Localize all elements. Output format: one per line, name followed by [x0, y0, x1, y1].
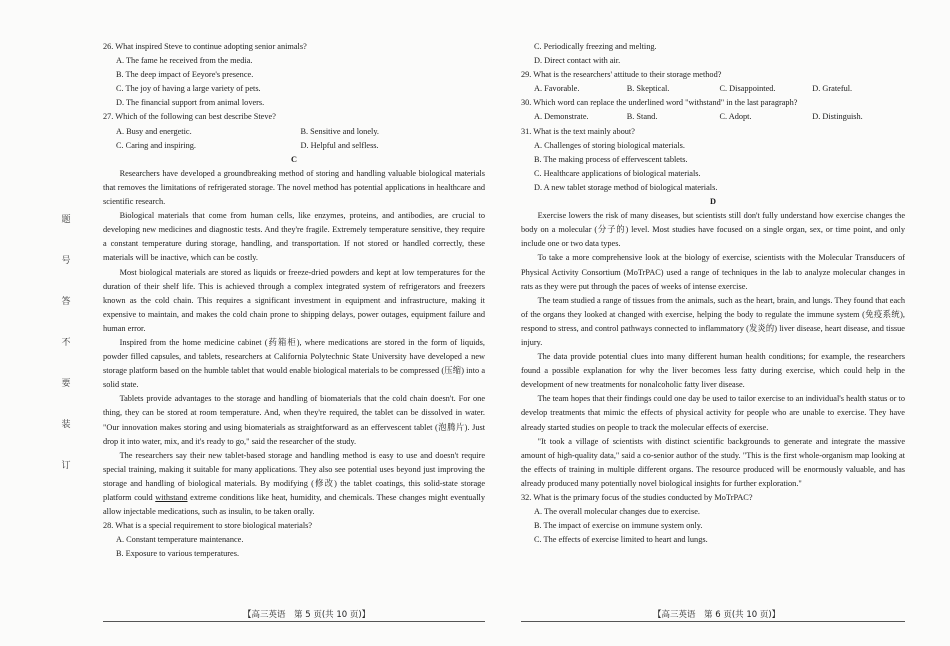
question-31: 31. What is the text mainly about?	[521, 126, 635, 136]
option: B. Stand.	[626, 112, 658, 122]
margin-char: 装	[61, 420, 71, 430]
option: D. The financial support from animal lovers.	[116, 98, 265, 108]
margin-char: 要	[61, 379, 71, 389]
passage-paragraph	[103, 449, 485, 519]
option: A. Constant temperature maintenance.	[116, 535, 244, 545]
option: C. Adopt.	[719, 112, 752, 122]
option: A. Demonstrate.	[534, 112, 589, 122]
underlined-word: withstand	[155, 493, 188, 502]
question-32: 32. What is the primary focus of the studies conducted by MoTrPAC?	[521, 493, 753, 502]
question-30	[521, 96, 905, 110]
options-29	[521, 82, 905, 96]
option: C. Disappointed.	[719, 84, 776, 94]
options-27	[103, 125, 485, 153]
section-d-label: D	[710, 197, 716, 207]
option: B. Sensitive and lonely.	[300, 126, 380, 136]
options-30	[521, 110, 905, 124]
passage-paragraph: The team studied a range of tissues from the animals, such as the heart, brain, and lungs. They found that each of the organs they looked at changed with exercise, helping the body to regulate the immune system (免疫系统), respond to stress, and control pathways connected to inflammatory (发炎的) liver disease, heart disease, and tissue injury.	[521, 295, 905, 347]
option: B. The deep impact of Eeyore's presence.	[116, 70, 254, 80]
option: C. Periodically freezing and melting.	[534, 42, 657, 51]
option: C. The effects of exercise limited to heart and lungs.	[534, 535, 708, 545]
option: D. Direct contact with air.	[534, 56, 621, 66]
question-29: 29. What is the researchers' attitude to their storage method?	[521, 70, 722, 80]
margin-char: 不	[61, 338, 71, 348]
passage-paragraph: The team hopes that their findings could one day be used to tailor exercise to an individual's health status or to develop treatments that mimic the effects of physical activity for people who are unable to exercise. They have already started studies on people to track the molecular effects of exercise.	[521, 394, 905, 432]
margin-char: 号	[61, 256, 71, 266]
option: C. Caring and inspiring.	[116, 140, 196, 150]
option: B. Exposure to various temperatures.	[116, 549, 240, 559]
option: C. Healthcare applications of biological materials.	[534, 168, 701, 178]
passage-paragraph: "It took a village of scientists with distinct scientific backgrounds to generate and integrate the massive amount of high-quality data," said a co-senior author of the study. "This is the first whole-organism map looking at the effects of training in multiple different organs. The resource produced will be enormously valuable, and has already produced many potentially novel biological insights for further exploration."	[521, 436, 905, 488]
option: A. Favorable.	[534, 84, 580, 94]
passage-paragraph: To take a more comprehensive look at the biology of exercise, scientists with the Molecular Transducers of Physical Activity Consortium (MoTrPAC) used a range of techniques in the lab to analyze molecular changes in rats as they were put through the paces of weeks of intense exercise.	[521, 253, 905, 291]
right-column	[521, 40, 905, 547]
passage-paragraph: Inspired from the home medicine cabinet (药箱柜), where medications are stored in the form of liquids, powder filled capsules, and tablets, researchers at California Polytechnic State University have developed a new storage platform based on the humble tablet that would enable biological materials to be compressed (压缩) into a solid state.	[103, 337, 485, 390]
passage-paragraph: Most biological materials are stored as liquids or freeze-dried powders and kept at low temperatures for the duration of their shelf life. This is achieved through a complex integrated system of refrigerators and freezers known as the cold chain. This requires a significant investment in equipment and infrastructure, making it expensive to maintain, and makes the cold chain prone to shipping delays, power outages, equipment failure and human error.	[103, 267, 485, 333]
option: A. Busy and energetic.	[116, 126, 192, 136]
section-c-label: C	[291, 154, 297, 164]
page-footer-left: 【高三英语 第 5 页(共 10 页)】	[243, 610, 371, 620]
option: B. Skeptical.	[626, 84, 670, 94]
question-word: withstand	[688, 98, 721, 108]
page-footer-right: 【高三英语 第 6 页(共 10 页)】	[653, 610, 781, 620]
passage-paragraph: Researchers have developed a groundbreaking method of storing and handling valuable biological materials that removes the limitations of refrigerated storage. The novel method has potential applications in healthcare and scientific research.	[103, 168, 485, 207]
margin-char: 题	[61, 215, 71, 225]
option: A. Challenges of storing biological materials.	[534, 140, 685, 150]
footer-divider-right	[521, 621, 905, 622]
option: C. The joy of having a large variety of pets.	[116, 84, 261, 94]
option: D. A new tablet storage method of biological materials.	[534, 182, 718, 192]
option: B. The impact of exercise on immune system only.	[534, 521, 703, 531]
margin-char: 订	[61, 461, 71, 471]
passage-paragraph: Biological materials that come from human cells, like enzymes, proteins, and antibodies, are crucial to developing new medicines and diagnostic tests. And they're fragile. Extremely temperature sensitive, they require a constant temperature during storage, handling, and transportation. If not stored or handled correctly, these materials will be inactive, which can be costly.	[103, 211, 485, 263]
option: A. The fame he received from the media.	[116, 56, 253, 66]
option: D. Distinguish.	[812, 112, 863, 122]
passage-paragraph: Exercise lowers the risk of many diseases, but scientists still don't fully understand how exercise changes the body on a molecular (分子的) level. Most studies have focused on a single organ, sex, or time point, and only include one or two data types.	[521, 211, 905, 249]
question-text: " in the last paragraph?	[720, 98, 798, 108]
option: A. The overall molecular changes due to exercise.	[534, 507, 700, 517]
question-28: 28. What is a special requirement to store biological materials?	[103, 521, 313, 531]
margin-char: 答	[61, 297, 71, 307]
question-text: 30. Which word can replace the underlined word "	[521, 98, 689, 108]
option: B. The making process of effervescent tablets.	[534, 154, 688, 164]
option: D. Grateful.	[812, 84, 853, 94]
question-26: 26. What inspired Steve to continue adopting senior animals?	[103, 42, 307, 51]
option: D. Helpful and selfless.	[300, 140, 379, 150]
paragraph-text: The researchers say their new tablet-based storage and handling method is easy to use and doesn't require special training, making it suitable for many applications. They also see potential uses beyond just improving the storage and handling of biological materials. By modifying (修改) the tablet coatings, this solid-state storage platform could	[103, 450, 485, 502]
passage-paragraph: The data provide potential clues into many different human health conditions; for example, the researchers found a possible explanation for why the liver becomes less fatty during exercise, which could help in the development of new treatments for nonalcoholic fatty liver disease.	[521, 352, 905, 390]
left-column	[103, 40, 485, 561]
paragraph-text: extreme conditions like heat, humidity, and chemicals. These changes might eventually allow injectable medications, such as insulin, to be taken orally.	[103, 493, 485, 517]
footer-divider-left	[103, 621, 485, 622]
question-27: 27. Which of the following can best describe Steve?	[103, 112, 276, 122]
passage-paragraph: Tablets provide advantages to the storage and handling of biomaterials that the cold chain doesn't. For one thing, they can be stored at room temperature. And, when they're required, the tablet can be dissolved in water. "Our innovation makes storing and using biomaterials as straightforward as an effervescent tablet (泡腾片). Just drop it into water, mix, and it's ready to go," said the researcher of the study.	[103, 394, 485, 446]
